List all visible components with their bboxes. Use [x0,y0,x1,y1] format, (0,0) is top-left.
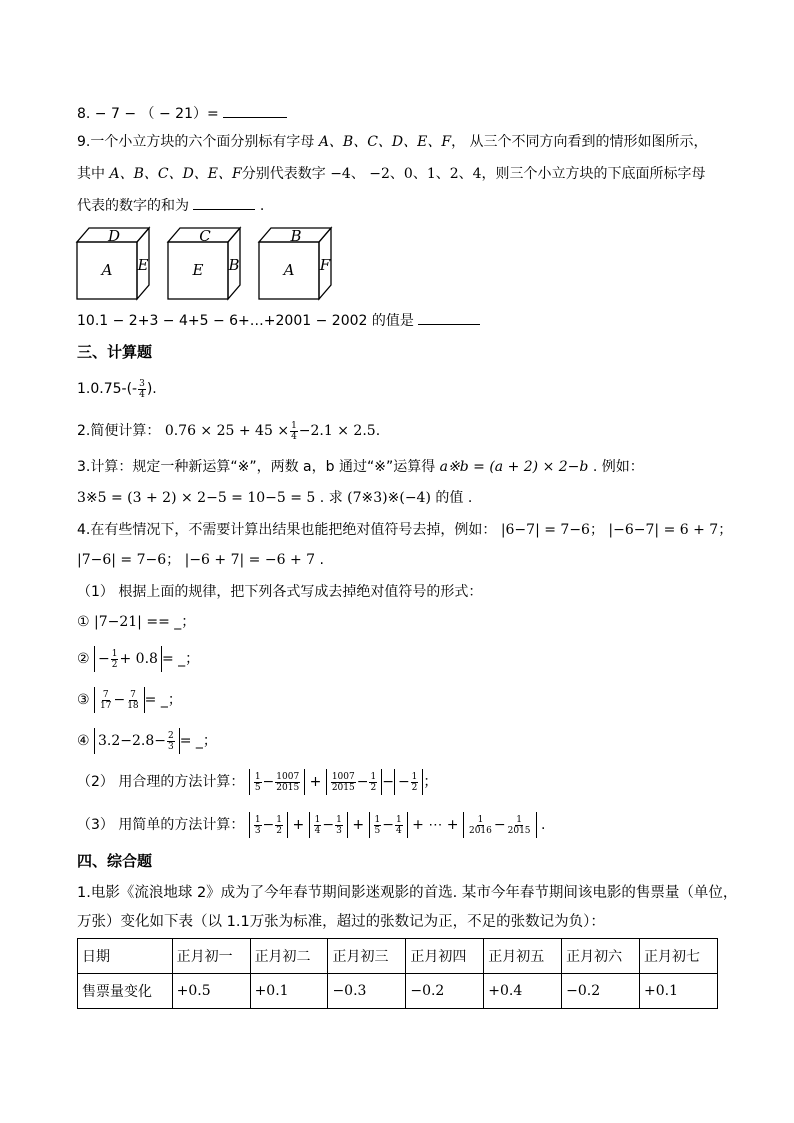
numerator: 1 [291,420,297,431]
minus-sign: − [382,817,394,833]
period: . [319,552,324,568]
numerator: 2 [168,730,174,741]
numerator: 1 [314,814,321,825]
denominator: 17 [100,700,112,711]
table-cell: 正月初三 [328,939,406,974]
cube-views-figure [74,222,344,302]
table-cell: 正月初六 [562,939,640,974]
numerator: 1 [395,814,402,825]
q8-expression: 8. − 7 − （ − 21）= [77,106,219,122]
minus-sign: − [356,774,369,790]
calc-4-part3 [77,811,545,839]
z1-line2: 万张）变化如下表（以 1.1万张为标准，超过的张数记为正，不足的张数记为负）： [77,914,605,930]
question-9-line2 [77,164,706,184]
c3-example: 3※5 = (3 + 2) × 2−5 = 10−5 = 5 [77,490,316,506]
c3-text: . 求 [319,490,343,506]
fill-blank: = _； [144,692,182,708]
cube-1-front-letter: A [101,261,113,279]
separator: ； [166,552,181,568]
c3-text: 的值 . [435,490,473,506]
question-9-line3 [77,195,264,216]
table-cell: 正月初四 [406,939,484,974]
circled-number-1: ① [77,614,90,630]
q9-text: 9.一个小立方块的六个面分别标有字母 [77,134,315,150]
numerator: 3 [139,378,145,389]
fraction [335,815,343,836]
fraction [126,690,139,711]
fraction [111,649,119,670]
denominator: 4 [314,825,321,836]
part2-label: （2） 用合理的方法计算： [77,774,245,790]
c4-example: |7−6| = 7−6 [77,552,167,568]
table-cell: 正月初七 [640,939,718,974]
numerator: 1 [336,814,342,825]
denominator: 2015 [276,782,300,793]
absolute-value [94,728,180,754]
plus-sign: + [292,817,305,833]
fraction [331,772,356,793]
numerator: 1 [254,771,261,782]
numerator: 7 [102,689,109,700]
c3-text: 3.计算：规定一种新运算“※”，两数 a，b 通过“※”运算得 [77,459,436,475]
denominator: 4 [291,431,297,442]
z1-line1: 1.电影《流浪地球 2》成为了今年春节期间影迷观影的首选. 某市今年春节期间该电影的售票量（单位， [77,885,738,901]
minus-sign: − [493,817,506,833]
table-row [78,974,718,1009]
absolute-value [249,769,305,795]
table-cell: −0.2 [406,974,484,1009]
numerator: 1 [111,648,118,659]
numerator: 1 [276,814,283,825]
cube-3 [259,227,331,299]
circled-number-3: ③ [77,692,90,708]
table-cell: 正月初五 [484,939,562,974]
denominator: 18 [127,700,139,711]
separator: ； [589,522,604,538]
fraction [468,815,493,836]
fraction [167,731,175,752]
q10-expression: 10.1 − 2+3 − 4+5 − 6+…+2001 − 2002 的值是 [77,313,414,329]
c4-example: |−6−7| = 6 + 7 [608,522,719,538]
fill-blank: = _； [179,733,217,749]
fraction [369,772,377,793]
minus-sign: − [322,817,335,833]
numerator: 1 [370,771,377,782]
minus-sign: − [262,774,275,790]
fraction [99,690,112,711]
cube-1 [77,227,149,299]
fraction [411,772,419,793]
numerator: 7 [130,689,136,700]
table-cell: 日期 [78,939,173,974]
denominator: 2 [411,782,418,793]
cube-1-right-letter: E [137,256,149,274]
fraction [314,815,322,836]
absolute-value [309,812,348,838]
ticket-sales-table [77,938,718,1009]
denominator: 4 [139,389,145,400]
numerator: 1 [516,814,522,825]
cube-3-right-letter: F [319,256,331,274]
fraction [374,815,382,836]
cube-2-front-letter: E [192,261,204,279]
answer-blank [193,195,255,210]
cube-1-top-letter: D [107,227,121,245]
numerator: 1 [411,771,418,782]
fill-blank: = _； [158,614,196,630]
table-cell: +0.4 [484,974,562,1009]
fraction [275,815,283,836]
table-cell: +0.1 [250,974,328,1009]
minus-sign: − [397,774,410,790]
absolute-value [369,812,408,838]
minus-sign: − [98,651,110,667]
numerator: 1007 [331,771,355,782]
calc-4-line2 [77,550,324,570]
ellipsis: + ⋯ + [412,817,459,833]
fraction [395,815,403,836]
absolute-value [94,687,145,713]
term: + 0.8 [119,651,158,667]
c2-math: −2.1 × 2.5. [298,423,381,439]
denominator: 3 [168,741,174,752]
q9-text: 分别代表数字 [241,166,326,182]
calc-3-line1 [77,457,644,477]
c1-text: ). [146,381,157,397]
denominator: 2 [111,659,118,670]
circled-number-4: ④ [77,733,90,749]
calc-1 [77,376,157,402]
calc-2 [77,418,380,444]
c4-text: 4.在有些情况下，不需要计算出结果也能把绝对值符号去掉，例如： [77,522,497,538]
section-3-title: 三、计算题 [77,343,153,361]
separator: ； [718,522,733,538]
cube-2 [168,227,240,299]
c4-example: |−6 + 7| = −6 + 7 [184,552,316,568]
c2-math: 0.76 × 25 + 45 × [164,423,290,439]
calc-4-item2 [77,645,199,673]
absolute-value [394,769,423,795]
cube-2-top-letter: C [199,227,211,245]
calc-4-line1 [77,520,732,540]
fraction [275,772,300,793]
question-9-line1 [77,132,708,152]
denominator: 5 [374,825,381,836]
fraction [507,815,532,836]
term: 3.2−2.8− [98,733,167,749]
calc-3-line2 [77,488,472,508]
calc-4-item3 [77,686,182,714]
minus-sign: − [113,692,126,708]
answer-blank [418,310,480,325]
table-header-row [78,939,718,974]
numerator: 1 [477,814,484,825]
absolute-value [249,812,288,838]
numerator: 1 [374,814,381,825]
circled-number-2: ② [77,651,90,667]
q9-letters: A、B、C、D、E、F [109,166,242,182]
semicolon: ； [423,774,438,790]
calc-4-part2 [77,768,437,796]
fraction [254,772,262,793]
q9-text: . [259,198,265,214]
c3-text: . 例如： [592,459,644,475]
denominator: 4 [395,825,402,836]
fraction [138,379,146,400]
absolute-value [326,769,382,795]
c2-text: 2.简便计算： [77,423,161,439]
c1-text: 1.0.75-(- [77,381,138,397]
denominator: 2 [370,782,377,793]
q9-text: ， 从三个不同方向看到的情形如图所示， [451,134,708,150]
minus-sign: − [262,817,275,833]
numerator: 1 [254,814,261,825]
calc-4-part1: （1） 根据上面的规律，把下列各式写成去掉绝对值符号的形式： [77,584,483,600]
answer-blank [223,103,287,118]
absolute-value [94,646,162,672]
cube-3-top-letter: B [290,227,302,245]
question-10 [77,310,480,331]
plus-sign: + [309,774,322,790]
item-expression: |7−21| = [94,614,159,630]
denominator: 3 [254,825,261,836]
q9-text: ，则三个小立方块的下底面所标字母 [481,166,706,182]
table-cell: 正月初一 [172,939,250,974]
fraction [290,421,298,442]
part3-label: （3） 用简单的方法计算： [77,817,245,833]
table-cell: 正月初二 [250,939,328,974]
table-cell: 售票量变化 [78,974,173,1009]
numerator: 1007 [276,771,300,782]
table-cell: +0.5 [172,974,250,1009]
denominator: 2015 [331,782,355,793]
q9-text: 其中 [77,166,105,182]
denominator: 5 [254,782,261,793]
fill-blank: = _； [161,651,200,667]
denominator: 3 [336,825,342,836]
table-cell: +0.1 [640,974,718,1009]
c3-formula: a※b = (a + 2) × 2−b [439,459,589,475]
period: . [540,817,546,833]
q9-numbers: −4、 −2、0、1、2、4 [330,166,482,182]
denominator: 2016 [468,825,492,836]
denominator: 2015 [507,825,531,836]
q9-letters: A、B、C、D、E、F [318,134,452,150]
c3-expression: (7※3)※(−4) [347,490,431,506]
minus-sign: − [382,774,394,790]
cube-2-right-letter: B [228,256,240,274]
cube-3-front-letter: A [283,261,295,279]
absolute-value [463,812,537,838]
c4-example: |6−7| = 7−6 [500,522,590,538]
calc-4-item1 [77,612,195,632]
table-cell: −0.2 [562,974,640,1009]
section-4-title: 四、综合题 [77,852,153,870]
calc-4-item4 [77,727,217,755]
question-8 [77,103,287,124]
denominator: 2 [276,825,283,836]
fraction [254,815,262,836]
table-cell: −0.3 [328,974,406,1009]
plus-sign: + [352,817,365,833]
q9-text: 代表的数字的和为 [77,198,189,214]
